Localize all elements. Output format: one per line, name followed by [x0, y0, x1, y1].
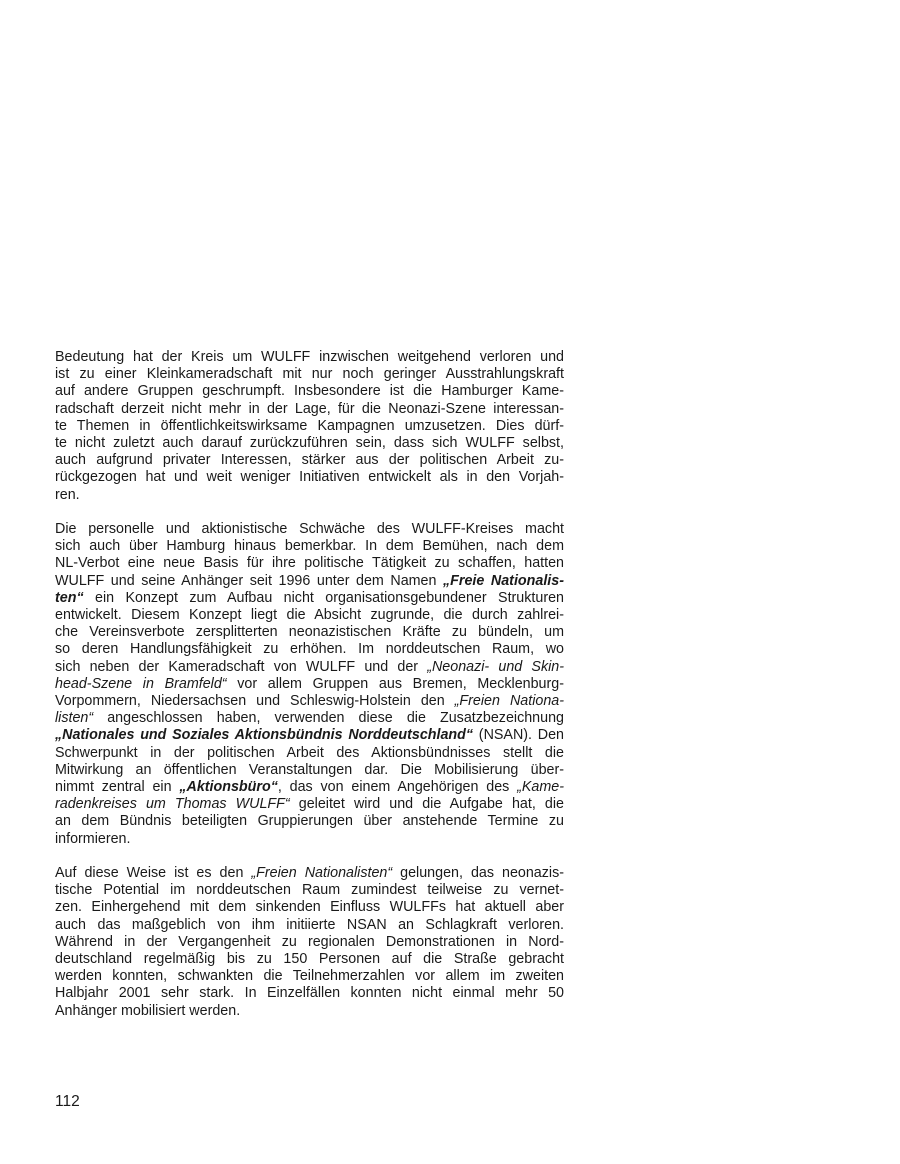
- text-line: [55, 934, 564, 951]
- text-run: Halbjahr 2001 sehr stark. In Einzelfällen konnten nicht einmal mehr 50: [55, 985, 564, 1002]
- text-run: auch aufgrund privater Interessen, stärker aus der politischen Arbeit zu-: [55, 452, 564, 469]
- text-line: [55, 555, 564, 572]
- text-run: WULFF und seine Anhänger seit 1996 unter dem Namen: [55, 572, 444, 589]
- text-run: ren.: [55, 486, 80, 503]
- italic-phrase: „Freien Nationa-: [454, 693, 564, 710]
- text-run: entwickelt. Diesem Konzept liegt die Absicht zugrunde, die durch zahlrei-: [55, 607, 564, 624]
- text-line: [55, 349, 564, 366]
- text-line: [55, 1003, 564, 1020]
- text-line: [55, 659, 564, 676]
- bold-italic-phrase: „Nationales und Soziales Aktionsbündnis Norddeutschland“: [55, 727, 474, 744]
- text-run: , das von einem Angehörigen des: [277, 779, 518, 796]
- text-line: [55, 641, 564, 658]
- paragraph-mobilization: [55, 865, 564, 1020]
- text-run: so deren Handlungsfähigkeit zu erhöhen. Im norddeutschen Raum, wo: [55, 641, 564, 658]
- text-run: te Themen in öffentlichkeitswirksame Kampagnen umzusetzen. Dies dürf-: [55, 417, 564, 434]
- text-run: informieren.: [55, 830, 131, 847]
- text-line: [55, 985, 564, 1002]
- text-run: nimmt zentral ein: [55, 779, 180, 796]
- text-line: [55, 693, 564, 710]
- text-line: [55, 813, 564, 830]
- text-run: Die personelle und aktionistische Schwäche des WULFF-Kreises macht: [55, 521, 564, 538]
- text-line: [55, 573, 564, 590]
- text-run: Mitwirkung an öffentlichen Veranstaltungen dar. Die Mobilisierung über-: [55, 761, 564, 778]
- text-run: che Vereinsverbote zersplitterten neonazistischen Kräfte zu bündeln, um: [55, 624, 564, 641]
- text-run: te nicht zuletzt auch darauf zurückzuführen sein, dass sich WULFF selbst,: [55, 435, 564, 452]
- text-run: radschaft derzeit nicht mehr in der Lage, für die Neonazi-Szene interessan-: [55, 400, 564, 417]
- text-line: [55, 899, 564, 916]
- text-run: sich neben der Kameradschaft von WULFF und der: [55, 658, 428, 675]
- text-run: werden konnten, schwankten die Teilnehmerzahlen vor allem im zweiten: [55, 968, 564, 985]
- text-line: [55, 590, 564, 607]
- text-line: [55, 452, 564, 469]
- text-run: auf andere Gruppen geschrumpft. Insbesondere ist die Hamburger Kame-: [55, 383, 564, 400]
- text-line: [55, 865, 564, 882]
- text-line: [55, 366, 564, 383]
- text-line: [55, 779, 564, 796]
- paragraph-nsan-network: [55, 521, 564, 848]
- bold-italic-phrase: „Aktionsbüro“: [179, 779, 278, 796]
- text-run: NL-Verbot eine neue Basis für ihre politische Tätigkeit zu schaffen, hatten: [55, 555, 564, 572]
- text-run: tische Potential im norddeutschen Raum zumindest teilweise zu vernet-: [55, 882, 564, 899]
- text-line: [55, 469, 564, 486]
- text-line: [55, 710, 564, 727]
- italic-phrase: head-Szene in Bramfeld“: [55, 675, 227, 692]
- text-line: [55, 487, 564, 504]
- text-line: [55, 435, 564, 452]
- text-run: Während in der Vergangenheit zu regionalen Demonstrationen in Nord-: [55, 933, 564, 950]
- text-line: [55, 951, 564, 968]
- italic-phrase: „Kame-: [517, 779, 564, 796]
- text-line: [55, 745, 564, 762]
- text-run: (NSAN). Den: [473, 727, 565, 744]
- paragraph-wulff-decline: [55, 349, 564, 504]
- text-run: sich auch über Hamburg hinaus bemerkbar. In dem Bemühen, nach dem: [55, 538, 564, 555]
- italic-phrase: listen“: [55, 710, 94, 727]
- text-line: [55, 676, 564, 693]
- text-run: Anhänger mobilisiert werden.: [55, 1002, 241, 1019]
- text-run: deutschland regelmäßig bis zu 150 Personen auf die Straße gebracht: [55, 951, 564, 968]
- text-line: [55, 917, 564, 934]
- text-line: [55, 831, 564, 848]
- text-run: Vorpommern, Niedersachsen und Schleswig-Holstein den: [55, 693, 455, 710]
- text-line: [55, 383, 564, 400]
- text-run: rückgezogen hat und weit weniger Initiativen entwickelt als in den Vorjah-: [55, 469, 564, 486]
- document-body: [55, 349, 564, 1037]
- text-line: [55, 607, 564, 624]
- text-run: an dem Bündnis beteiligten Gruppierungen über anstehende Termine zu: [55, 813, 564, 830]
- text-line: [55, 401, 564, 418]
- text-line: [55, 968, 564, 985]
- text-run: Auf diese Weise ist es den: [55, 865, 252, 882]
- text-line: [55, 624, 564, 641]
- text-line: [55, 418, 564, 435]
- text-line: [55, 727, 564, 744]
- text-line: [55, 796, 564, 813]
- text-run: vor allem Gruppen aus Bremen, Mecklenburg-: [226, 675, 564, 692]
- bold-italic-phrase: ten“: [55, 589, 84, 606]
- text-run: ist zu einer Kleinkameradschaft mit nur noch geringer Ausstrahlungskraft: [55, 366, 564, 383]
- italic-phrase: „Neonazi- und Skin-: [427, 658, 564, 675]
- page-number: 112: [55, 1093, 80, 1110]
- text-line: [55, 538, 564, 555]
- text-run: gelungen, das neonazis-: [392, 865, 564, 882]
- text-run: angeschlossen haben, verwenden diese die Zusatzbezeichnung: [93, 710, 564, 727]
- text-run: Bedeutung hat der Kreis um WULFF inzwischen weitgehend verloren und: [55, 349, 564, 365]
- italic-phrase: „Freien Nationalisten“: [251, 865, 393, 882]
- text-run: auch das maßgeblich von ihm initiierte NSAN an Schlagkraft verloren.: [55, 916, 564, 933]
- text-line: [55, 521, 564, 538]
- text-line: [55, 882, 564, 899]
- text-run: ein Konzept zum Aufbau nicht organisationsgebundener Strukturen: [83, 589, 564, 606]
- italic-phrase: radenkreises um Thomas WULFF“: [55, 796, 290, 813]
- bold-italic-phrase: „Freie Nationalis-: [443, 572, 564, 589]
- text-run: geleitet wird und die Aufgabe hat, die: [289, 796, 564, 813]
- text-run: Schwerpunkt in der politischen Arbeit des Aktionsbündnisses stellt die: [55, 744, 564, 761]
- text-run: zen. Einhergehend mit dem sinkenden Einfluss WULFFs hat aktuell aber: [55, 899, 564, 916]
- text-line: [55, 762, 564, 779]
